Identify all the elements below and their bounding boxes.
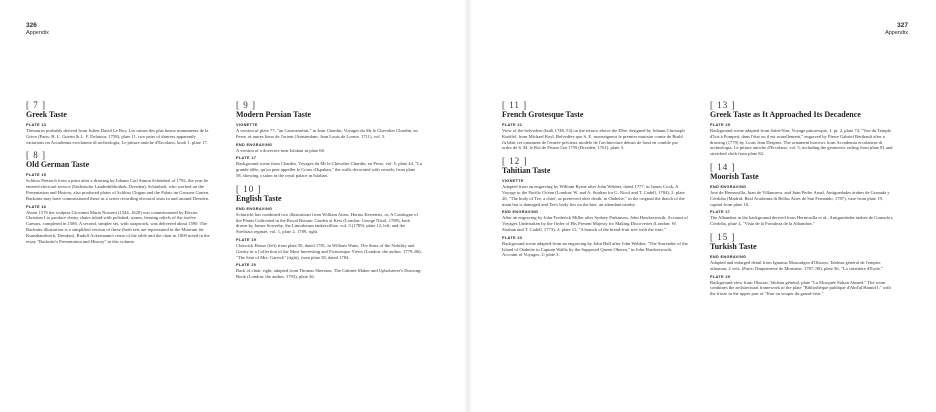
entry-number: [ 8 ]: [26, 150, 46, 161]
catalog-entry: [710, 100, 896, 157]
plate-description: Thesaurus probably derived from Julien David Le Roy, Les ruines des plus beaux monuments de la Grèce (Paris: H. L. Guerin & L. F. Delatour, 1758), plate 11, two pairs of dancers apparently variations on Accademia ercolanese di archeologia, Le pitture antiche d'Ercolano, book 1, plate 17.: [26, 128, 209, 145]
entry-title: Tahitian Taste: [502, 166, 551, 176]
entry-number: [ 13 ]: [710, 100, 736, 110]
plate-note: [26, 205, 212, 245]
plate-description: A version of a dovecote near Isfahan in plate 60.: [236, 147, 326, 153]
plate-description: Background scene from Chardin, Voyages du Mr le Chevalier Chardin, en Perse, vol. 5, plate 44, "La grande allée, qu'on peut appeller le Cours d'Ispahan," the walls decorated with vessels, from plate 58, showing a salon in the royal palace in Isfahan.: [236, 161, 422, 178]
plate-note: [710, 255, 896, 272]
plate-label: PLATE 20: [236, 263, 257, 268]
left-column-1: [26, 100, 212, 249]
plate-label: END ENGRAVING: [710, 254, 747, 259]
catalog-entry: [236, 100, 422, 179]
catalog-entry: [502, 100, 688, 151]
plate-note: [502, 123, 688, 151]
plate-label: PLATE 15: [26, 173, 47, 178]
entry-number: [ 12 ]: [502, 156, 528, 167]
entry-number: [ 9 ]: [236, 100, 256, 110]
left-column-2: [236, 100, 422, 285]
running-head: Appendix: [885, 30, 908, 36]
right-column-1: [502, 100, 688, 263]
plate-description: Background view from Ohsson, Tableau général, plate "La Mosquée Sultan Ahmed." The room combines the architectural framework of the plate "Bibliothèque publique d'Abd'ul Hamid I," with the frieze in the upper part of "Iftar ou souper du grand-visir.": [710, 279, 891, 297]
gutter-shadow: [464, 0, 472, 412]
plate-note: [502, 236, 688, 258]
entry-title: Moorish Taste: [710, 171, 759, 181]
catalog-entry: [26, 100, 212, 145]
plate-label: PLATE 25: [710, 123, 731, 127]
entry-number: [ 14 ]: [710, 161, 736, 172]
plate-label: PLATE 16: [26, 204, 47, 209]
entry-number: [ 7 ]: [26, 100, 46, 110]
catalog-entry: [26, 150, 212, 244]
plate-note: [502, 210, 688, 232]
plate-description: Chiswick House (left) from plate 50, dated 1781, in William Watts, The Seats of the Nobility and Gentry in a Collection of the Most Interesting and Picturesque Views (London: the author, 1779–86). "The Seat of Mrs. Garrick" (right), from plate 58, dated 1784.: [236, 242, 422, 260]
catalog-entry: [710, 162, 896, 227]
plate-note: [236, 263, 422, 280]
entry-title: Greek Taste: [26, 110, 67, 119]
right-folio: [885, 22, 908, 37]
plate-description: Background scene adapted from Saint-Non, Voyage pittoresque, 1: pt. 2, plate 74, "Vue du Temple d'Isis à Pompeii, dans l'état ou il est actuellement," engraved by Pierre Gabriel Berthault after a drawing (1779) by Louis Jean Desprez. The ornament borrows from Accademia ercolanese di archeologia, Le pitture antiche d'Ercolano, vol. 5, including the geometric railing from plate 81 and stretched cloth from plate 84.: [710, 128, 893, 157]
plate-note: [710, 275, 896, 297]
plate-note: [26, 173, 212, 201]
plate-label: PLATE 29: [710, 274, 731, 279]
plate-note: [710, 210, 896, 227]
right-column-2: [710, 100, 896, 302]
plate-description: Adapted from an engraving by William Byrne after John Webber, dated 1777, in James Cook, A Voyage to the Pacific Ocean (London: W. and A. Strahan for G. Nicol and T. Cadell, 1784), 2: plate 26, "The body of Tee, a chief, as preserved after death, in Otaheite," in the original the thatch of the main hut is damaged and Tee's body lies on the bier, an attendant nearby.: [502, 184, 685, 207]
catalog-entry: [236, 184, 422, 280]
plate-note: [710, 123, 896, 157]
plate-description: Back of chair, right, adapted from Thomas Sheraton, The Cabinet-Maker and Upholsterer's Drawing-Book (London: the author, 1793), plate 36.: [236, 268, 422, 280]
catalog-entry: [502, 156, 688, 258]
plate-description: José de Hermosilla, Juan de Villanueva, and Juan Pedro Arnal, Antiguedades árabes de Granada y Córdoba (Madrid: Real Academia di Bellas Artes de San Fernando, 1787), vase from plate 19, capital from plate 16.: [710, 189, 890, 207]
plate-description: A version of plate 77, "un Caravansérai," in Jean Chardin, Voyages du Mr le Chevalier Chardin, en Perse, et autres lieux de l'orient (Amsterdam: Jean Louis de Lorme, 1711), vol. 5.: [236, 128, 418, 139]
right-page: [474, 0, 936, 412]
plate-label: PLATE 23: [502, 235, 523, 240]
entry-title: Greek Taste as It Approached Its Decadence: [710, 110, 861, 119]
plate-note: [236, 238, 422, 260]
plate-description: Background scene adapted from an engraving by John Hall after John Webber, "The Surrender of the Island of Otaheite to Captain Wallis by the Supposed Queen Oberea," in John Hawkesworth, Account of Voyages, 2: plate 3.: [502, 240, 688, 258]
plate-label: PLATE 21: [502, 123, 523, 127]
plate-label: PLATE 17: [236, 156, 257, 161]
plate-label: VIGNETTE: [236, 123, 258, 127]
entry-title: French Grotesque Taste: [502, 110, 584, 119]
entry-title: Modern Persian Taste: [236, 110, 312, 119]
entry-title: Old German Taste: [26, 160, 90, 170]
entry-title: English Taste: [236, 193, 282, 203]
plate-description: The Alhambra in the background derived from Hermosilla et al., Antiguedades árabes de Granada y Córdoba, plate 4, "Vista de la Fortaleza de la Alhambra.": [710, 215, 894, 227]
plate-note: [236, 143, 422, 154]
page-number: 326: [26, 22, 37, 29]
plate-note: [502, 179, 688, 207]
plate-label: END ENGRAVING: [710, 184, 747, 189]
page-number: 327: [897, 22, 908, 29]
plate-note: [236, 156, 422, 178]
plate-label: END ENGRAVING: [236, 206, 273, 211]
plate-label: END ENGRAVING: [236, 142, 273, 147]
plate-label: PLATE 13: [26, 123, 47, 127]
plate-label: PLATE 19: [236, 237, 257, 242]
plate-description: View of the belvedere (built 1748–53) on the terrace above the Elbe, designed by Johann Christoph Knöffel, from Michael Keyl, Belvedère que S. E. monseigneur le premier ministre comte de Bruhl fit bâtir cet ornament de l'entrée précieux modele de l'architecture détruit de fond en comble par ordre de S. M. le Roi de Prusse l'an 1759 (Dresden, 1761), plate 3.: [502, 128, 685, 151]
plate-description: Schloss Pretzsch from a print after a drawing by Johann Carl Simon Schönheit of 1792, the year he entered electoral service (Sächsische Landesbibliothek, Dresden). Schönheit, who worked on the Presentation and History, also produced plates of Schloss Chigan and the Palais im Grossen Garten. Racknitz may have commissioned these as a series recording electoral seats in and around Dresden.: [26, 178, 210, 201]
running-head: Appendix: [26, 30, 49, 36]
entry-number: [ 11 ]: [502, 100, 528, 110]
plate-description: About 1576 the sculptor Giovanni Maria Nosseni (1544–1620) was commissioned by Elector Christian I to produce ebony chairs inlaid with polished, stones, bearing reliefs of the twelve Caesars, completed in 1586. A second, simpler set, with strapwork, was delivered about 1590. The Racknitz illustration is a simplified version of these (both sets are represented in the Museum für Kunsthandwerk, Dresden). Rudolf Ackermann's reuse of the table and the chair in 1809 noted in the essay "Racknitz's Presentation and History" in this volume.: [26, 209, 210, 244]
plate-note: [26, 123, 212, 145]
left-folio: [26, 22, 49, 37]
plate-note: [236, 207, 422, 235]
entry-number: [ 15 ]: [710, 231, 736, 242]
plate-label: END ENGRAVING: [502, 210, 539, 215]
plate-note: [710, 185, 896, 207]
plate-label: VIGNETTE: [502, 179, 524, 184]
catalog-entry: [710, 232, 896, 297]
left-page: [0, 0, 462, 412]
plate-label: PLATE 27: [710, 210, 731, 215]
plate-note: [236, 123, 422, 140]
entry-title: Turkish Taste: [710, 241, 757, 251]
plate-description: Schuricht has combined two illustrations from William Aiton, Hortus Kewensis, or, A Catalogue of the Plants Cultivated in the Royal Botanic Garden at Kew (London: George Nicol, 1789), both drawn by James Sowerby, the Limodorum tankervilliae, vol. 3 (1789), plate 12, left, and the Strelitzia reginae, vol. 1, plate 2, 1789, right.: [236, 211, 418, 235]
entry-number: [ 10 ]: [236, 183, 262, 194]
plate-description: After an engraving by John Frederick Miller after Sydney Parkinson, John Hawkesworth, Account of Voyages Undertaken by the Order of His Present Majesty for Making Discoveries (London: W. Strahan and T. Cadell, 1773), 2: plate 11, "A branch of the bread-fruit tree with the fruit.": [502, 215, 688, 232]
plate-description: Adapted and enlarged detail from Ignatius Mouradgea d'Ohsson, Tableau général de l'empire othoman, 2 vols. (Paris: l'Imprimerie de Monsieur, 1787–90), plate 56, "La cimetière d'Eyub.": [710, 259, 883, 271]
